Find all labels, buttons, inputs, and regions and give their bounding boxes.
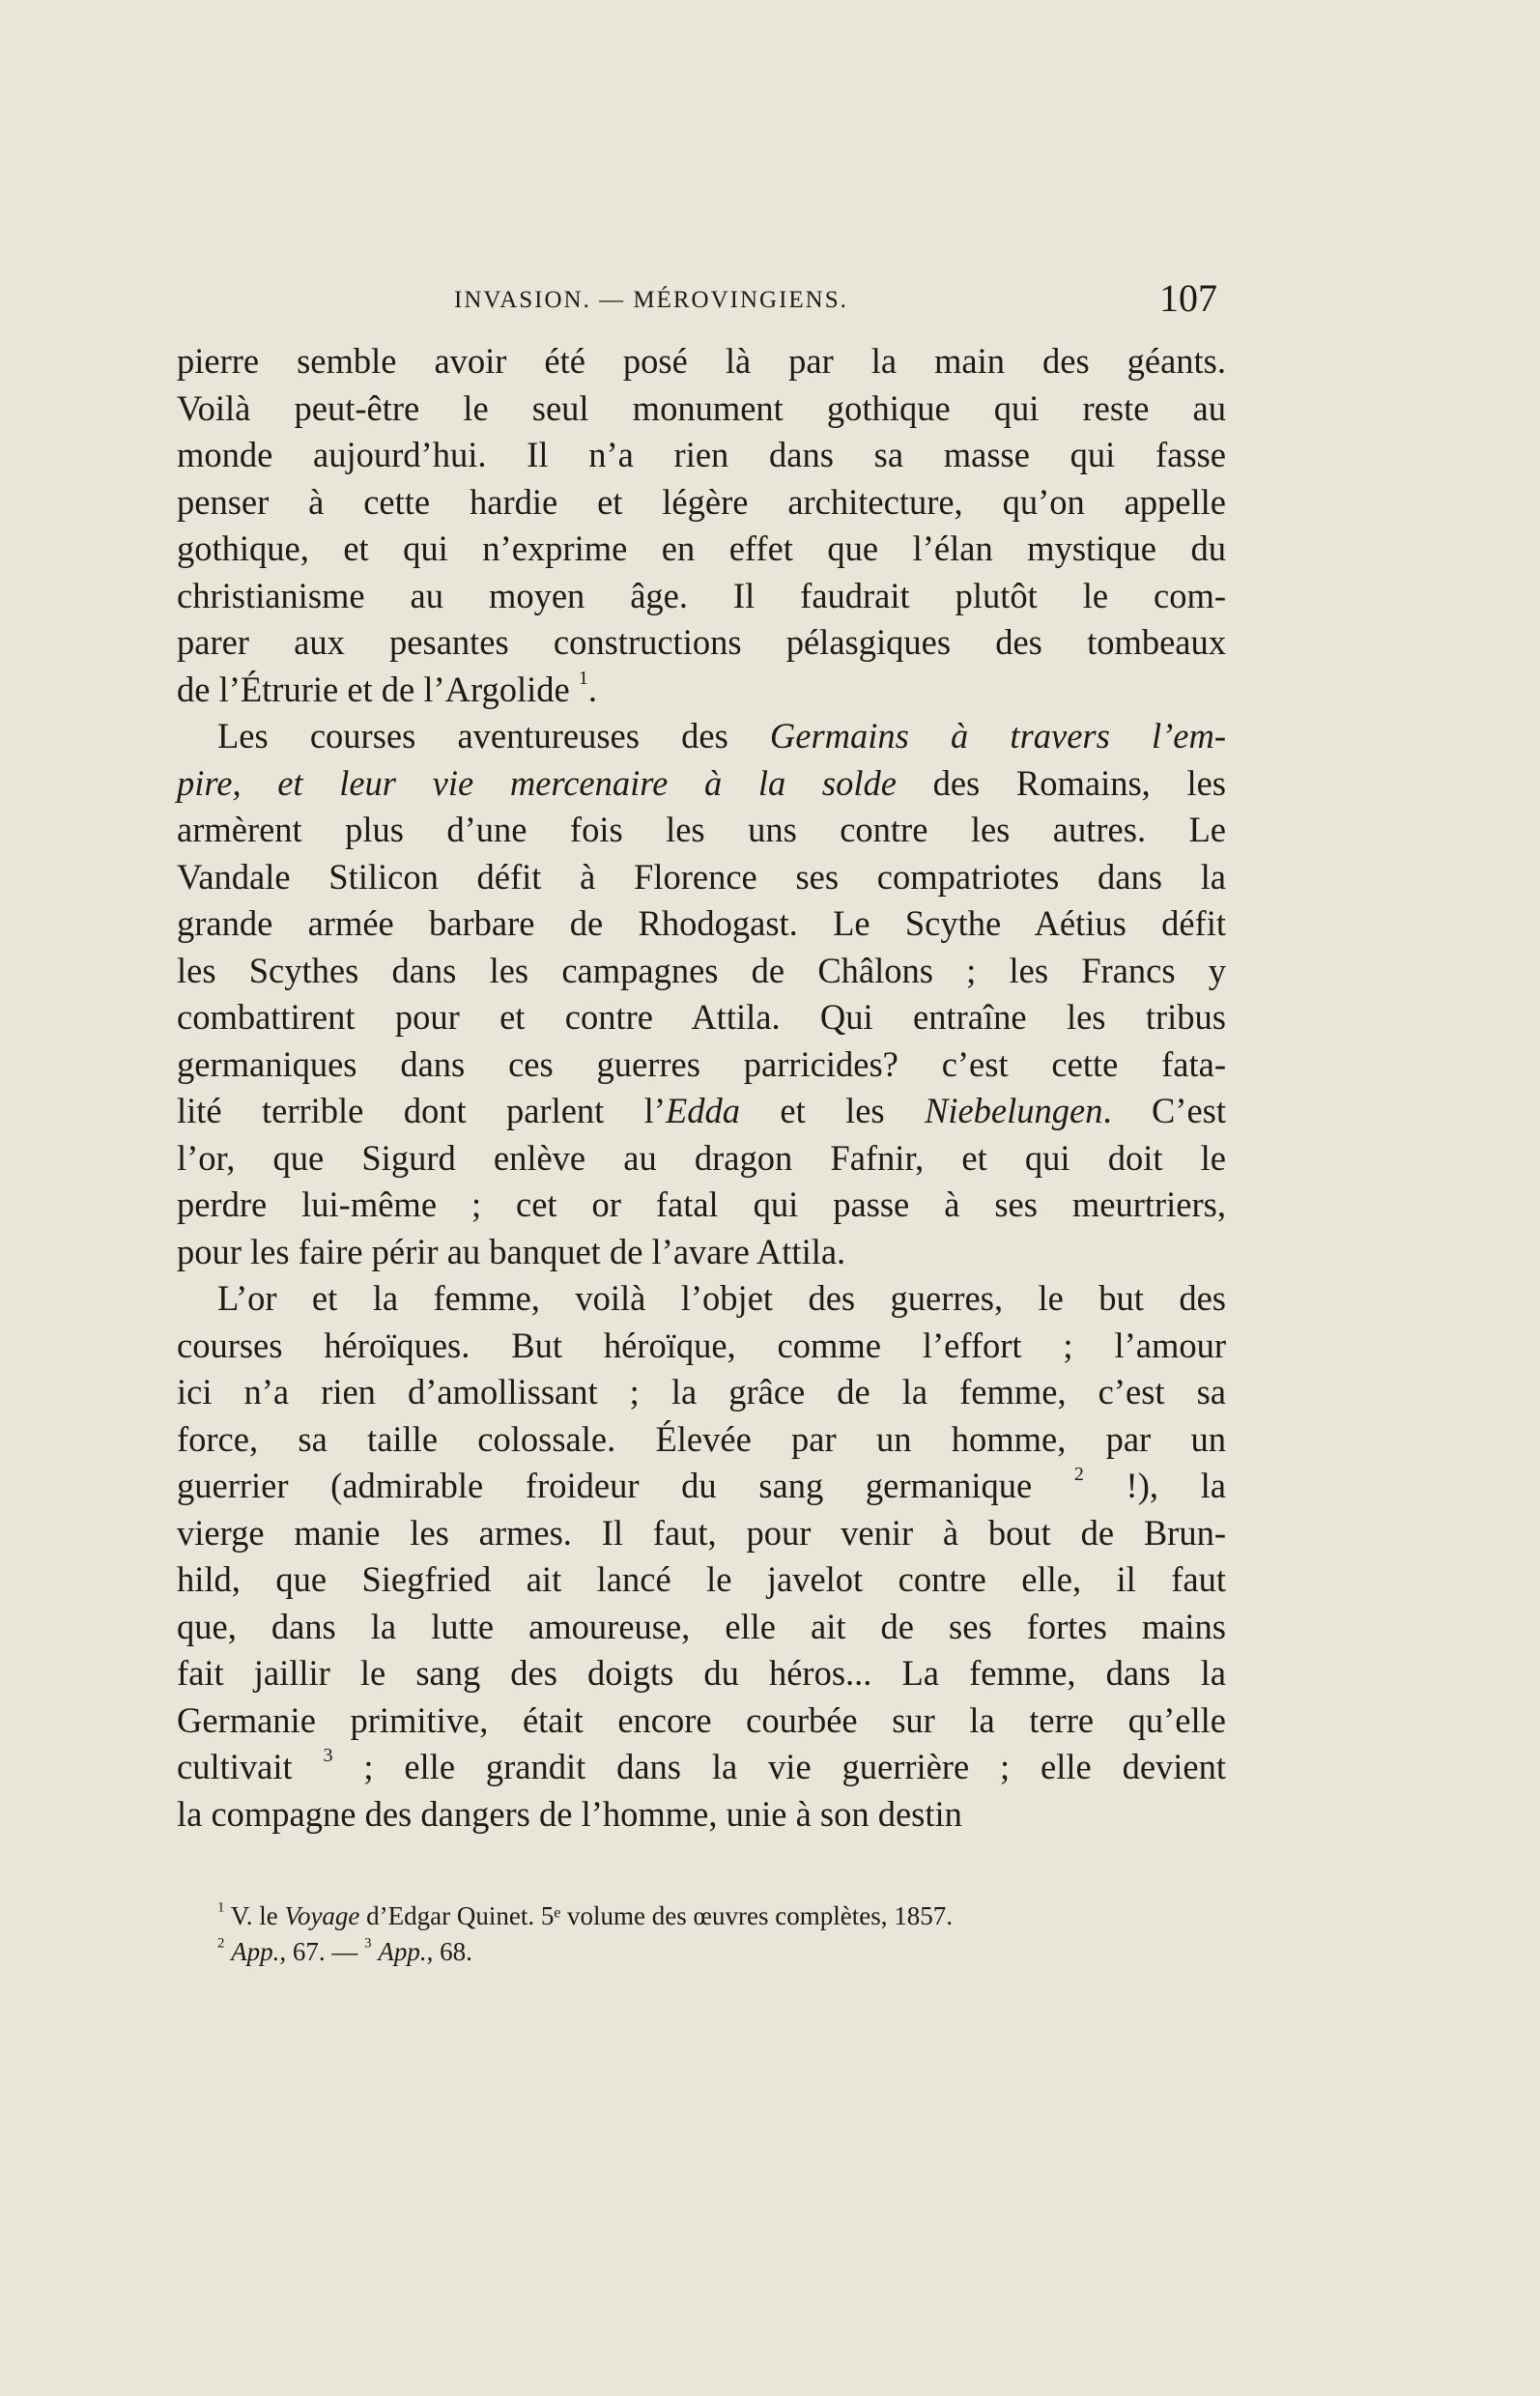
italic-text: pire, et leur vie mercenaire à la solde [177, 762, 897, 803]
paragraph [177, 1275, 1226, 1838]
text-line [177, 1604, 1226, 1651]
text-run: l’or, que Sigurd enlève au dragon Fafnir, et qui doit le [177, 1137, 1226, 1178]
footnote-marker: 3 [364, 1935, 372, 1952]
text-line [177, 432, 1226, 479]
text-run: Vandale Stilicon défit à Florence ses compatriotes dans la [177, 856, 1226, 897]
italic-text: Niebelungen [924, 1091, 1103, 1130]
text-run: et les [740, 1091, 925, 1130]
footnote-ref: App. [378, 1937, 427, 1966]
text-line [177, 1135, 1226, 1183]
footnote-ref-marker: 1 [578, 667, 588, 689]
running-head: INVASION. — MÉROVINGIENS. [454, 287, 848, 313]
footnote-text: d’Edgar Quinet. 5ᵉ volume des œuvres complètes, 1857. [359, 1901, 953, 1930]
text-run: des Romains, les [896, 762, 1226, 803]
text-line [177, 807, 1226, 854]
footnote-title: Voyage [284, 1901, 360, 1930]
text-run: monde aujourd’hui. Il n’a rien dans sa masse qui fasse [177, 435, 1226, 474]
text-run: L’or et la femme, voilà l’objet des guerres, le but des [217, 1278, 1226, 1318]
text-line [177, 994, 1226, 1041]
text-run: de l’Étrurie et de l’Argolide [177, 669, 579, 709]
text-line [177, 1275, 1226, 1323]
text-line [177, 1744, 1226, 1791]
text-line [177, 713, 1226, 760]
text-run: armèrent plus d’une fois les uns contre les autres. Le [177, 810, 1226, 849]
footnote-2-3 [217, 1934, 1232, 1970]
text-line [177, 1463, 1226, 1510]
footnote-1 [217, 1898, 1232, 1934]
text-run: Voilà peut-être le seul monument gothique qui reste au [177, 387, 1226, 428]
text-run: grande armée barbare de Rhodogast. Le Scythe Aétius défit [177, 903, 1226, 943]
text-run: vierge manie les armes. Il faut, pour venir à bout de Brun- [177, 1512, 1226, 1553]
text-line [177, 1791, 1226, 1839]
text-run: les Scythes dans les campagnes de Châlons ; les Francs y [177, 950, 1226, 990]
footnote-ref: App. [231, 1937, 280, 1966]
italic-text: Germains à travers l’em- [769, 716, 1226, 756]
text-run: germaniques dans ces guerres parricides? c’est cette fata- [177, 1043, 1226, 1084]
text-line [177, 1510, 1226, 1557]
footnote-ref-marker: 2 [1073, 1463, 1084, 1485]
text-line [177, 338, 1226, 385]
text-run: guerrier (admirable froideur du sang germanique [177, 1466, 1074, 1505]
text-line [177, 1323, 1226, 1370]
text-run: Les courses aventureuses des [217, 716, 770, 756]
text-run: perdre lui-même ; cet or fatal qui passe à ses meurtriers, [177, 1184, 1226, 1224]
footnotes [217, 1898, 1232, 1970]
text-line [177, 573, 1226, 620]
text-line [177, 1369, 1226, 1416]
text-run: christianisme au moyen âge. Il faudrait plutôt le com- [177, 575, 1226, 615]
text-run: Germanie primitive, était encore courbée sur la terre qu’elle [177, 1699, 1226, 1740]
paragraph [177, 338, 1226, 713]
text-run: la compagne des dangers de l’homme, unie à son destin [177, 1793, 962, 1834]
text-run: . C’est [1102, 1091, 1226, 1130]
paragraph [177, 713, 1226, 1275]
text-line [177, 854, 1226, 901]
footnote-marker: 2 [217, 1935, 225, 1952]
footnote-text: , 68. [426, 1937, 472, 1966]
text-line [177, 1229, 1226, 1276]
text-run: force, sa taille colossale. Élevée par un homme, par un [177, 1418, 1226, 1459]
text-line [177, 1556, 1226, 1604]
text-run: ici n’a rien d’amollissant ; la grâce de la femme, c’est sa [177, 1372, 1226, 1412]
italic-text: Edda [665, 1091, 741, 1130]
text-line [177, 479, 1226, 527]
text-run: hild, que Siegfried ait lancé le javelot contre elle, il faut [177, 1559, 1226, 1599]
text-run: penser à cette hardie et légère architecture, qu’on appelle [177, 481, 1226, 522]
text-run: ; elle grandit dans la vie guerrière ; elle devient [332, 1747, 1227, 1786]
body-text [177, 338, 1226, 1838]
text-line [177, 1088, 1226, 1135]
text-line [177, 1416, 1226, 1464]
text-run: pierre semble avoir été posé là par la main des géants. [177, 341, 1226, 381]
text-line [177, 385, 1226, 433]
text-line [177, 760, 1226, 808]
text-run: gothique, et qui n’exprime en effet que l’élan mystique du [177, 528, 1226, 568]
footnote-text: V. le [230, 1901, 285, 1930]
page-header [454, 275, 1227, 324]
text-line [177, 900, 1226, 948]
text-run: pour les faire périr au banquet de l’avare Attila. [177, 1231, 846, 1271]
text-run: fait jaillir le sang des doigts du héros... La femme, dans la [177, 1653, 1226, 1693]
text-run: . [587, 669, 598, 709]
text-run: combattirent pour et contre Attila. Qui entraîne les tribus [177, 997, 1226, 1037]
text-run: courses héroïques. But héroïque, comme l’effort ; l’amour [177, 1325, 1226, 1365]
footnote-ref-marker: 3 [323, 1744, 333, 1766]
text-run: que, dans la lutte amoureuse, elle ait de ses fortes mains [177, 1606, 1226, 1646]
text-run: cultivait [177, 1747, 324, 1786]
footnote-marker: 1 [217, 1899, 225, 1916]
text-run: parer aux pesantes constructions pélasgiques des tombeaux [177, 622, 1226, 662]
text-line [177, 1182, 1226, 1229]
footnote-text: , 67. — [279, 1937, 365, 1966]
text-run: lité terrible dont parlent l’ [177, 1091, 666, 1130]
text-line [177, 667, 1226, 714]
text-line [177, 1041, 1226, 1089]
text-line [177, 1697, 1226, 1745]
text-line [177, 948, 1226, 995]
text-line [177, 526, 1226, 573]
text-line [177, 619, 1226, 667]
text-line [177, 1650, 1226, 1697]
page-number: 107 [1159, 276, 1217, 320]
text-run: !), la [1083, 1466, 1227, 1505]
